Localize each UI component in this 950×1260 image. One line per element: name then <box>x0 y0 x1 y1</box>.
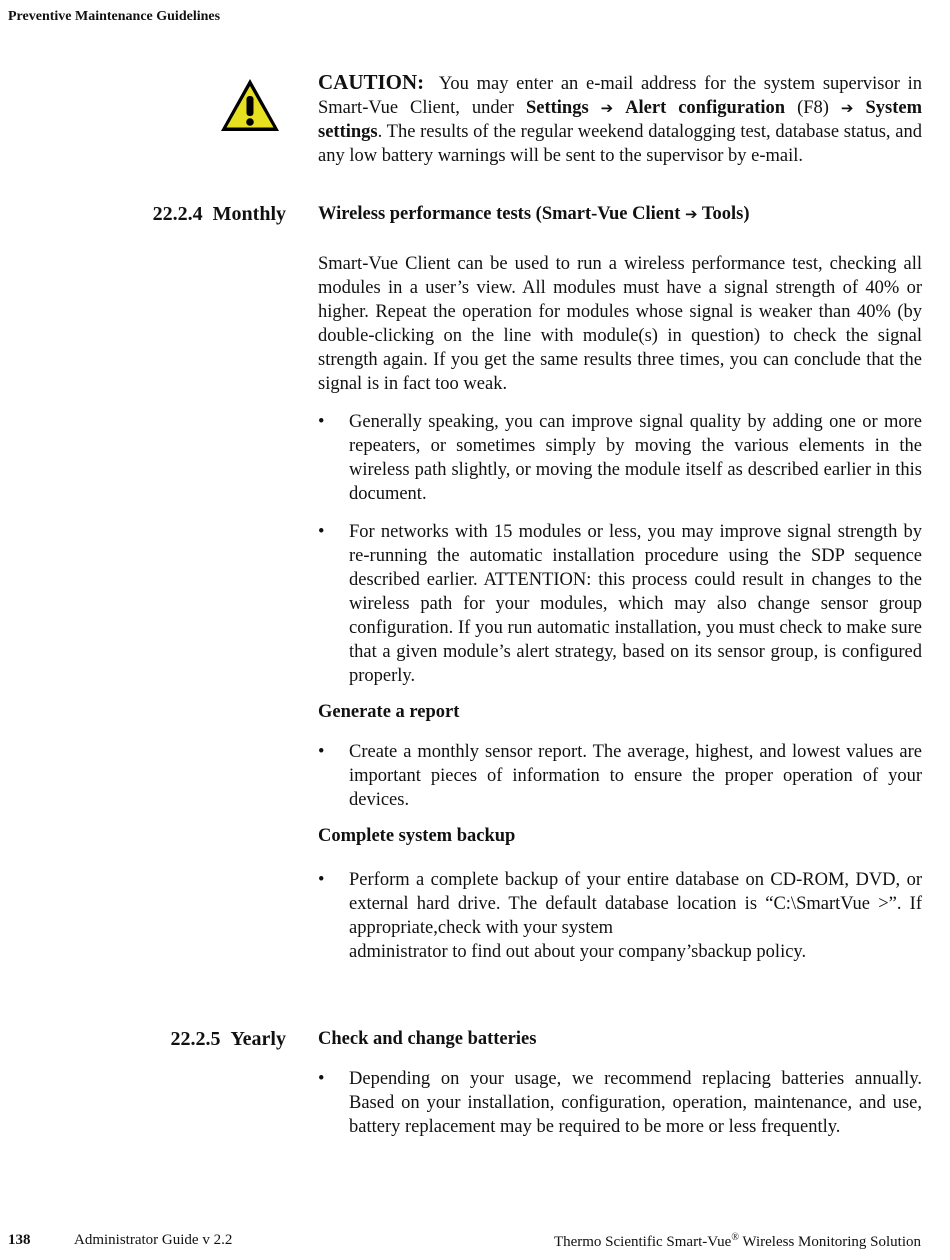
section-number: 22.2.4 <box>152 203 203 225</box>
bullet-icon: • <box>318 522 325 542</box>
bullet-icon: • <box>318 742 325 762</box>
list-item <box>318 520 922 688</box>
bullet-icon: • <box>318 1069 325 1089</box>
caution-label: CAUTION: <box>318 70 425 94</box>
registered-mark: ® <box>731 1232 739 1243</box>
paragraph-text: Smart-Vue Client can be used to run a wireless performance test, checking all modules in a user’s view. All modules must have a signal strength of 40% or higher. Repeat the operation for modules whose signal is weaker than 40% (by double-clicking on the line with module(s) in question) to check the signal strength again. If you get the same results three times, you can conclude that the signal is in fact too weak. <box>318 254 922 394</box>
list-item <box>318 740 922 812</box>
list-item-text: Generally speaking, you can improve signal quality by adding one or more repeaters, or sometimes simply by moving the various elements in the wireless path slightly, or moving the module itself as described earlier in this document. <box>349 412 922 504</box>
page-number: 138 <box>8 1232 31 1248</box>
section-heading-monthly <box>153 203 286 226</box>
caution-note <box>318 70 922 168</box>
heading-text: Wireless performance tests (Smart-Vue Client <box>318 204 681 224</box>
warning-triangle-icon <box>218 76 282 134</box>
list-item <box>318 868 922 964</box>
heading-text: Tools) <box>701 204 750 224</box>
system-backup-heading: Complete system backup <box>318 826 516 846</box>
section-title: Yearly <box>230 1028 286 1050</box>
bullet-icon: • <box>318 412 325 432</box>
list-item-text: Create a monthly sensor report. The average, highest, and lowest values are important pieces of information to ensure the proper operation of your devices. <box>349 742 922 810</box>
running-header: Preventive Maintenance Guidelines <box>8 9 221 24</box>
list-item-text: For networks with 15 modules or less, you may improve signal strength by re-running the automatic installation procedure using the SDP sequence described earlier. ATTENTION: this process could result in changes to the wireless path for your modules, which may also change sensor group configuration. If you run automatic installation, you must check to make sure that a given module’s alert strategy, based on its sensor group, is configured properly. <box>349 522 922 686</box>
list-item-text-part: Perform a complete backup of your entire database on CD-ROM, DVD, or external hard drive. The default database location is “C:\SmartVue >”. If appropriate,check with your system <box>349 870 922 938</box>
batteries-heading: Check and change batteries <box>318 1029 537 1049</box>
wireless-intro-paragraph <box>318 252 922 396</box>
generate-report-heading: Generate a report <box>318 702 460 722</box>
menu-settings: Settings <box>525 98 589 118</box>
footer-product-name <box>554 1232 921 1251</box>
arrow-icon: ➔ <box>840 99 854 117</box>
list-item-text: Depending on your usage, we recommend replacing batteries annually. Based on your installation, configuration, operation, maintenance, and use, battery replacement may be required to be more or less frequently. <box>349 1069 922 1137</box>
caution-text-1: You may enter an e-mail address for the system supervisor in Smart-Vue Client, under <box>318 74 922 118</box>
list-item <box>318 410 922 506</box>
caution-text-2: . The results of the regular weekend datalogging test, database status, and any low battery warnings will be sent to the supervisor by e-mail. <box>318 122 922 166</box>
footer-product-text: Thermo Scientific Smart-Vue <box>553 1234 732 1250</box>
arrow-icon: ➔ <box>600 99 614 117</box>
footer-doc-title: Administrator Guide v 2.2 <box>74 1232 233 1248</box>
section-number: 22.2.5 <box>170 1028 221 1050</box>
wireless-tests-heading <box>318 204 750 225</box>
menu-alert-configuration: Alert configuration <box>625 98 786 118</box>
bullet-icon: • <box>318 870 325 890</box>
list-item <box>318 1067 922 1139</box>
list-item-text <box>349 868 922 964</box>
shortcut-f8: (F8) <box>797 98 829 118</box>
section-title: Monthly <box>212 203 286 225</box>
menu-system-settings: System settings <box>318 98 922 142</box>
list-item-text-part: administrator to find out about your company’sbackup policy. <box>349 942 807 962</box>
section-heading-yearly <box>170 1028 286 1051</box>
arrow-icon: ➔ <box>685 205 698 223</box>
footer-product-text: Wireless Monitoring Solution <box>738 1234 921 1250</box>
